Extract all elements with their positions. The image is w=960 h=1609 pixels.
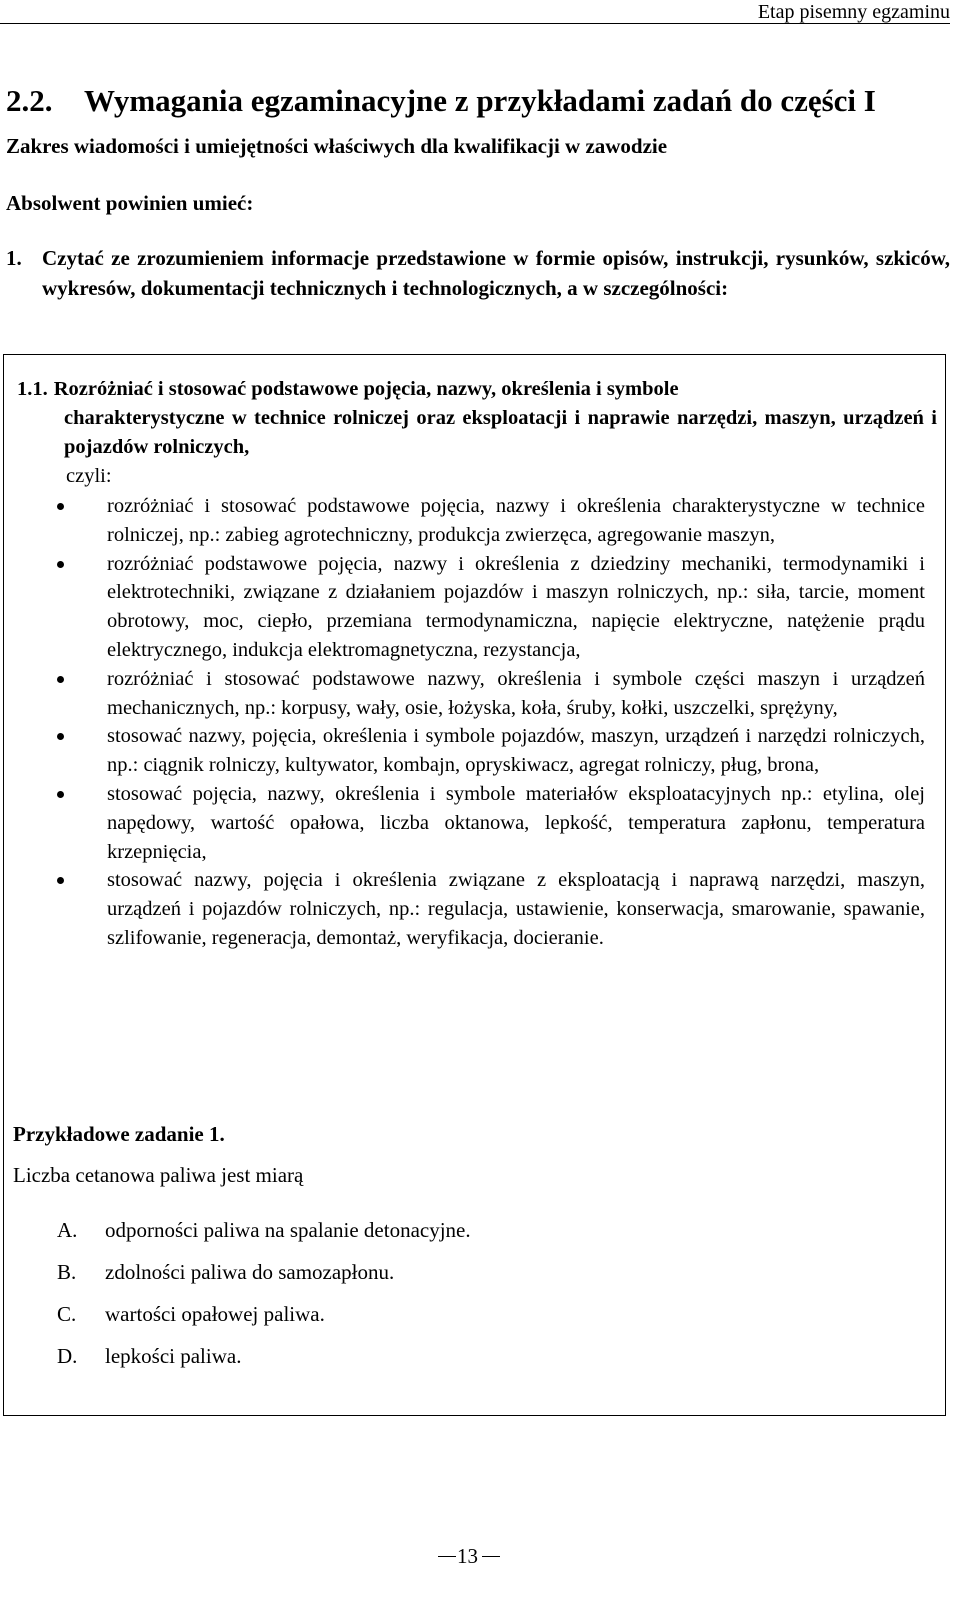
subrequirement-text-continued: charakterystyczne w technice rolniczej oraz eksploatacji i naprawie narzędzi, maszyn, urządzeń i pojazdów rolniczych, (64, 407, 937, 458)
requirement-text: Czytać ze zrozumieniem informacje przedstawione w formie opisów, instrukcji, rysunków, szkiców, wykresów, dokumentacji technicznych i technologicznych, a w szczególności: (42, 246, 950, 300)
answer-text: odporności paliwa na spalanie detonacyjne. (105, 1218, 471, 1242)
skill-list (4, 492, 947, 953)
section-title-text: Wymagania egzaminacyjne z przykładami zadań do części I (84, 83, 876, 118)
bullet-icon (57, 877, 64, 884)
czyli-label: czyli: (66, 465, 112, 487)
answer-letter: C. (57, 1302, 77, 1326)
list-item-text: rozróżniać i stosować podstawowe pojęcia, nazwy i określenia charakterystyczne w technice rolniczej, np.: zabieg agrotechniczny, produkcja zwierzęca, agregowanie maszyn, (107, 495, 925, 546)
section-number: 2.2. (6, 83, 53, 118)
footer-dash-left (438, 1556, 456, 1557)
subrequirement-text: Rozróżniać i stosować podstawowe pojęcia, nazwy, określenia i symbole (53, 378, 679, 400)
bullet-icon (57, 503, 64, 510)
list-item (4, 665, 947, 723)
subrequirement-1-1 (17, 375, 937, 462)
running-header: Etap pisemny egzaminu (757, 1, 950, 23)
answer-letter: A. (57, 1218, 78, 1242)
list-item-text: stosować pojęcia, nazwy, określenia i symbole materiałów eksploatacyjnych np.: etylina, olej napędowy, wartość opałowa, liczba oktanowa, lepkość, temperatura zapłonu, temperatura krzepnięcia, (107, 782, 925, 863)
subrequirement-number: 1.1. (17, 378, 48, 400)
example-title: Przykładowe zadanie 1. (13, 1122, 225, 1146)
answer-text: wartości opałowej paliwa. (105, 1302, 325, 1326)
bullet-icon (57, 561, 64, 568)
page-number: 13 (457, 1544, 478, 1568)
footer-dash-right (482, 1556, 500, 1557)
example-question: Liczba cetanowa paliwa jest miarą (13, 1163, 304, 1187)
answer-text: lepkości paliwa. (105, 1344, 242, 1368)
bullet-icon (57, 676, 64, 683)
list-item-text: stosować nazwy, pojęcia, określenia i symbole pojazdów, maszyn, urządzeń i narzędzi rolniczych, np.: ciągnik rolniczy, kultywator, kombajn, opryskiwacz, agregat rolniczy, pług, brona, (107, 725, 925, 777)
lead-text: Absolwent powinien umieć: (6, 191, 254, 215)
list-item-text: stosować nazwy, pojęcia i określenia związane z eksploatacją i naprawą narzędzi, maszyn, urządzeń i pojazdów rolniczych, np.: regulacja, ustawienie, konserwacja, smarowanie, spawanie, szlifowanie, regeneracja, demontaż, weryfikacja, docieranie. (107, 869, 925, 949)
requirement-number: 1. (6, 246, 22, 270)
section-subtitle: Zakres wiadomości i umiejętności właściwych dla kwalifikacji w zawodzie (6, 134, 668, 158)
list-item-text: rozróżniać i stosować podstawowe nazwy, określenia i symbole części maszyn i urządzeń mechanicznych, np.: korpusy, wały, osie, łożyska, koła, śruby, kołki, uszczelki, sprężyny, (107, 667, 925, 719)
list-item (4, 722, 947, 780)
list-item (4, 550, 947, 665)
bullet-icon (57, 733, 64, 740)
list-item-text: rozróżniać podstawowe pojęcia, nazwy i określenia z dziedziny mechaniki, termodynamiki i elektrotechniki, związane z działaniem pojazdów i maszyn rolniczych, np.: siła, tarcie, moment obrotowy, moc, ciepło, przemiana termodynamiczna, napięcie elektryczne, natężenie prądu elektrycznego, indukcja elektromagnetyczna, rezystancja, (107, 552, 925, 661)
requirement-box (3, 354, 946, 1416)
requirement-1 (6, 243, 950, 303)
answer-text: zdolności paliwa do samozapłonu. (105, 1260, 395, 1284)
list-item (4, 492, 947, 550)
answer-letter: D. (57, 1344, 78, 1368)
section-title (6, 81, 876, 121)
list-item (4, 780, 947, 866)
header-rule (0, 23, 950, 24)
bullet-icon (57, 791, 64, 798)
answer-letter: B. (57, 1260, 77, 1284)
list-item (4, 866, 947, 952)
